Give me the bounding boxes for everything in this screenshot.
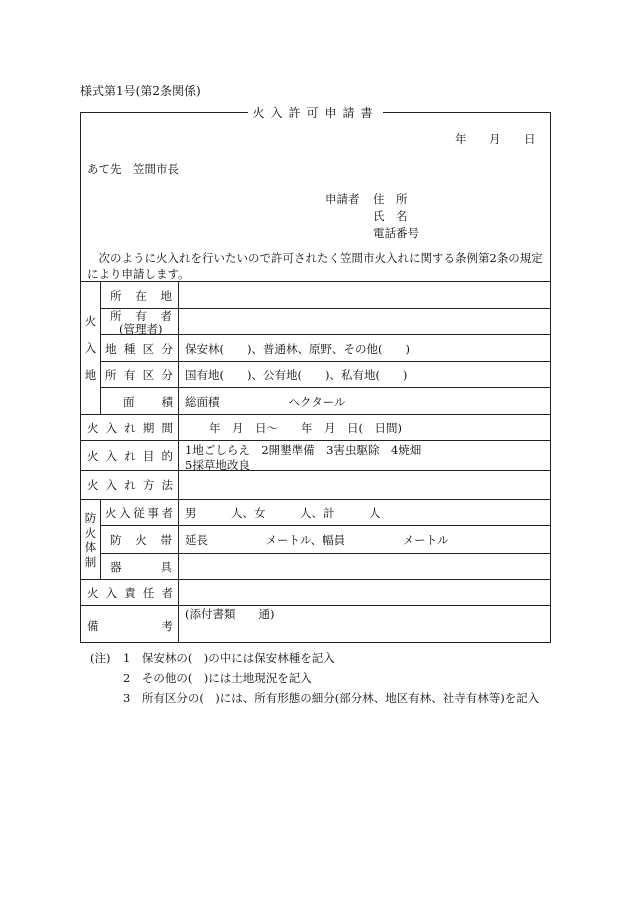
group-divider	[100, 499, 101, 579]
purpose-value-line1: 1地ごしらえ 2開墾準備 3害虫駆除 4焼畑	[185, 443, 422, 457]
ownership-value: 国有地( )、公有地( )、私有地( )	[185, 368, 408, 382]
land-type-value: 保安林( )、普通林、原野、その他( )	[185, 342, 410, 356]
form-title-wrap	[81, 104, 550, 121]
date-month: 月	[489, 132, 501, 146]
group-label-hiire	[81, 313, 100, 383]
notes-prefix: (注)	[90, 651, 111, 665]
group-divider	[100, 281, 101, 414]
application-form-frame	[80, 106, 551, 643]
rule	[81, 579, 550, 580]
applicant-name-label: 氏 名	[373, 209, 408, 223]
rule	[81, 414, 550, 415]
rule	[100, 387, 550, 388]
label-area: 面 積	[123, 395, 173, 409]
rule	[100, 334, 550, 335]
label-period: 火 入 れ 期 間	[87, 421, 173, 435]
notes	[90, 648, 539, 708]
form-number-label: 様式第1号(第2条関係)	[80, 84, 201, 98]
note-item-1: 1 保安林の( )の中には保安林種を記入	[123, 651, 335, 665]
purpose-value-line2: 5採草地改良	[185, 458, 250, 472]
intro-paragraph: 次のように火入れを行いたいので許可されたく笠間市火入れに関する条例第2条の規定により申請します。	[87, 251, 543, 281]
applicant-label: 申請者	[325, 192, 360, 206]
form-title: 火入許可申請書	[248, 106, 382, 120]
label-ownership: 所 有 区 分	[105, 368, 173, 382]
label-land-type: 地 種 区 分	[105, 342, 173, 356]
rule	[81, 440, 550, 441]
rule	[81, 470, 550, 471]
group-char: 火	[84, 314, 97, 328]
group-char: 制	[84, 554, 97, 569]
period-value: 年 月 日～ 年 月 日( 日間)	[209, 421, 402, 435]
date-day: 日	[524, 132, 536, 146]
remarks-value: (添付書類 通)	[185, 607, 275, 621]
label-owner-sub: (管理者)	[119, 322, 163, 336]
group-char: 地	[84, 368, 97, 382]
area-value: 総面積 ヘクタール	[185, 395, 346, 409]
label-location: 所 在 地	[110, 289, 172, 303]
label-remarks: 備 考	[87, 619, 173, 633]
label-divider	[178, 281, 179, 643]
group-label-boka	[81, 511, 100, 569]
date-year: 年	[455, 132, 467, 146]
rule	[100, 525, 550, 526]
note-item-3: 3 所有区分の( )には、所有形態の細分(部分林、地区有林、社寺有林等)を記入	[123, 691, 540, 705]
label-firebreak: 防 火 帯	[110, 533, 172, 547]
label-method: 火 入 れ 方 法	[87, 478, 173, 492]
group-char: 火	[84, 525, 97, 540]
group-char: 体	[84, 540, 97, 555]
label-equipment: 器 具	[110, 560, 172, 574]
rule	[100, 553, 550, 554]
rule	[81, 605, 550, 606]
group-char: 防	[84, 511, 97, 525]
rule	[100, 361, 550, 362]
group-char: 入	[84, 341, 97, 355]
label-responsible: 火 入 責 任 者	[87, 586, 173, 600]
rule	[81, 499, 550, 500]
label-owner: 所 有 者	[110, 309, 172, 323]
applicant-address-label: 住 所	[373, 192, 408, 206]
label-purpose: 火 入 れ 目 的	[87, 449, 173, 463]
applicant-phone-label: 電話番号	[373, 226, 419, 240]
workers-value: 男 人、女 人、計 人	[185, 506, 381, 520]
table-top-rule	[81, 281, 550, 282]
addressee: あて先 笠間市長	[87, 162, 179, 176]
firebreak-value: 延長 メートル、幅員 メートル	[185, 533, 449, 547]
note-item-2: 2 その他の( )には土地現況を記入	[123, 671, 312, 685]
label-workers: 火 入 従 事 者	[105, 506, 173, 520]
